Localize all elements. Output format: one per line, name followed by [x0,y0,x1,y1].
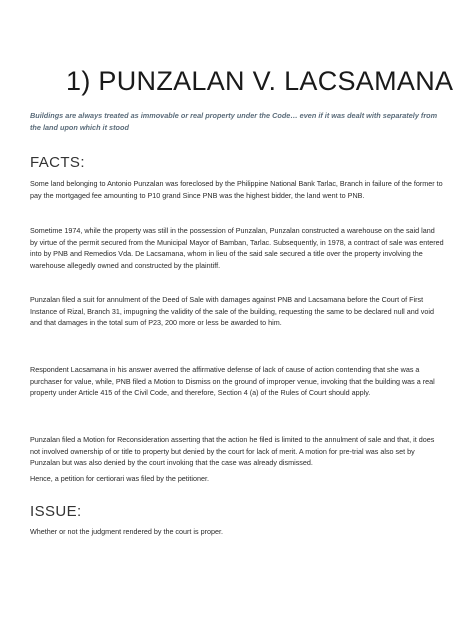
facts-paragraph: Respondent Lacsamana in his answer averred the affirmative defense of lack of cause of action contending that she was a purchaser for value, while, PNB filed a Motion to Dismiss on the ground of improper venue, invoking that the building was a real property under Article 415 of the Civil Code, and therefore, Section 4 (a) of the Rules of Court should apply. [30,365,435,398]
facts-paragraph: Hence, a petition for certiorari was filed by the petitioner. [30,474,209,483]
case-doctrine: Buildings are always treated as immovable or real property under the Code… even if it was dealt with separately from the land upon which it stood [30,111,438,132]
facts-paragraph: Punzalan filed a Motion for Reconsideration asserting that the action he filed is limited to the annulment of sale and that, it does not involved ownership of or title to property but denied by the court for lack of merit. A motion for pre-trial was also set by Punzalan but was also denied by the court invoking that the case was already dismissed. [30,435,435,468]
issue-heading: ISSUE: [30,503,82,520]
issue-paragraph: Whether or not the judgment rendered by the court is proper. [30,527,223,536]
facts-heading: FACTS: [30,154,85,171]
facts-paragraph: Punzalan filed a suit for annulment of the Deed of Sale with damages against PNB and Lacsamana before the Court of First Instance of Rizal, Branch 31, impugning the validity of the sale of the building, requesting the same to be declared null and void and that damages in the total sum of P23, 200 more or less be awarded to him. [30,295,434,328]
facts-paragraph: Some land belonging to Antonio Punzalan was foreclosed by the Philippine National Bank Tarlac, Branch in failure of the former to pay the mortgaged fee amounting to P10 grand Since PNB was the highest bidder, the land went to PNB. [30,179,443,200]
case-title: 1) PUNZALAN V. LACSAMANA [66,66,454,96]
facts-paragraph: Sometime 1974, while the property was still in the possession of Punzalan, Punzalan constructed a warehouse on the said land by virtue of the permit secured from the Municipal Mayor of Bamban, Tarlac. Subsequently, in 1978, a contract of sale was entered into by PNB and Remedios Vda. De Lacsamana, whom in lieu of the said sale secured a title over the property involving the warehouse allegedly owned and constructed by the plaintiff. [30,226,444,270]
